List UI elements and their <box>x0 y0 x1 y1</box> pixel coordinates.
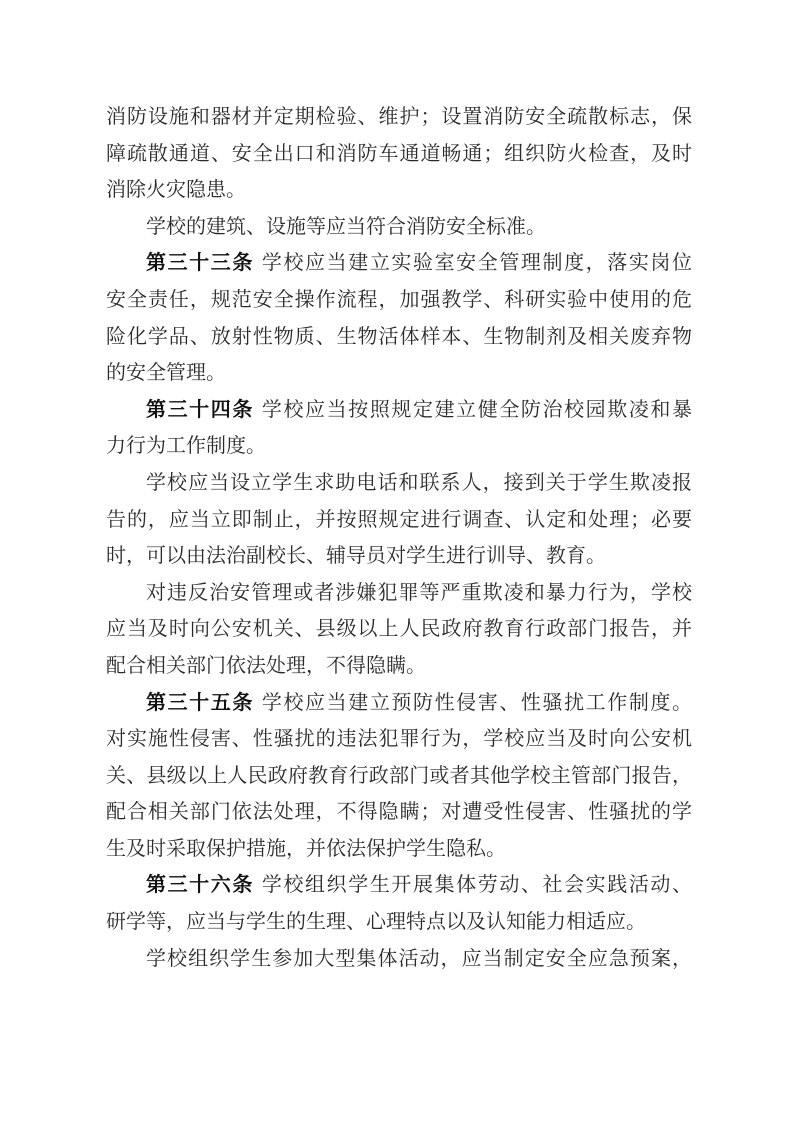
line-text: 障疏散通道、安全出口和消防车通道畅通；组织防火检查，及时 <box>106 140 692 165</box>
line-text: 时，可以由法治副校长、辅导员对学生进行训导、教育。 <box>106 543 606 568</box>
text-line <box>106 318 692 355</box>
paragraph-start <box>106 208 692 245</box>
text-line <box>106 903 692 940</box>
line-text: 学校应当建立预防性侵害、性骚扰工作制度。 <box>261 689 693 714</box>
line-text: 对实施性侵害、性骚扰的违法犯罪行为，学校应当及时向公安机 <box>106 726 692 751</box>
line-text: 学校组织学生开展集体劳动、社会实践活动、 <box>261 872 693 897</box>
line-text: 配合相关部门依法处理，不得隐瞒；对遭受性侵害、性骚扰的学 <box>106 799 692 824</box>
text-line <box>106 171 692 208</box>
article-heading: 第三十六条 <box>146 872 254 897</box>
line-text: 学校应当设立学生求助电话和联系人，接到关于学生欺凌报 <box>146 469 692 494</box>
line-text: 告的，应当立即制止，并按照规定进行调查、认定和处理；必要 <box>106 506 692 531</box>
paragraph-start <box>106 574 692 611</box>
line-text: 关、县级以上人民政府教育行政部门或者其他学校主管部门报告， <box>106 762 692 787</box>
line-text: 力行为工作制度。 <box>106 433 266 458</box>
text-line <box>106 281 692 318</box>
text-line <box>106 610 692 647</box>
line-text: 学校应当按照规定建立健全防治校园欺凌和暴 <box>261 396 693 421</box>
line-text: 的安全管理。 <box>106 360 226 385</box>
text-line <box>106 427 692 464</box>
text-line <box>106 647 692 684</box>
article-34 <box>106 391 692 428</box>
line-text: 学校的建筑、设施等应当符合消防安全标准。 <box>146 213 546 238</box>
text-line <box>106 537 692 574</box>
line-text: 研学等，应当与学生的生理、心理特点以及认知能力相适应。 <box>106 909 646 934</box>
text-line <box>106 757 692 794</box>
text-line <box>106 793 692 830</box>
document-page <box>106 98 692 976</box>
text-line <box>106 98 692 135</box>
text-line <box>106 135 692 172</box>
article-33 <box>106 244 692 281</box>
article-36 <box>106 866 692 903</box>
line-text: 学校组织学生参加大型集体活动，应当制定安全应急预案， <box>146 945 692 970</box>
text-line <box>106 830 692 867</box>
text-line <box>106 720 692 757</box>
paragraph-start <box>106 464 692 501</box>
article-heading: 第三十三条 <box>146 250 254 275</box>
line-text: 消除火灾隐患。 <box>106 177 246 202</box>
line-text: 险化学品、放射性物质、生物活体样本、生物制剂及相关废弃物 <box>106 323 692 348</box>
line-text: 应当及时向公安机关、县级以上人民政府教育行政部门报告，并 <box>106 616 692 641</box>
text-line <box>106 354 692 391</box>
text-line <box>106 501 692 538</box>
paragraph-start <box>106 940 692 977</box>
article-35 <box>106 684 692 721</box>
article-heading: 第三十四条 <box>146 396 254 421</box>
line-text: 生及时采取保护措施，并依法保护学生隐私。 <box>106 835 506 860</box>
line-text: 学校应当建立实验室安全管理制度，落实岗位 <box>261 250 693 275</box>
line-text: 配合相关部门依法处理，不得隐瞒。 <box>106 652 426 677</box>
line-text: 消防设施和器材并定期检验、维护；设置消防安全疏散标志，保 <box>106 104 692 128</box>
line-text: 安全责任，规范安全操作流程，加强教学、科研实验中使用的危 <box>106 286 692 311</box>
line-text: 对违反治安管理或者涉嫌犯罪等严重欺凌和暴力行为，学校 <box>146 579 692 604</box>
article-heading: 第三十五条 <box>146 689 254 714</box>
